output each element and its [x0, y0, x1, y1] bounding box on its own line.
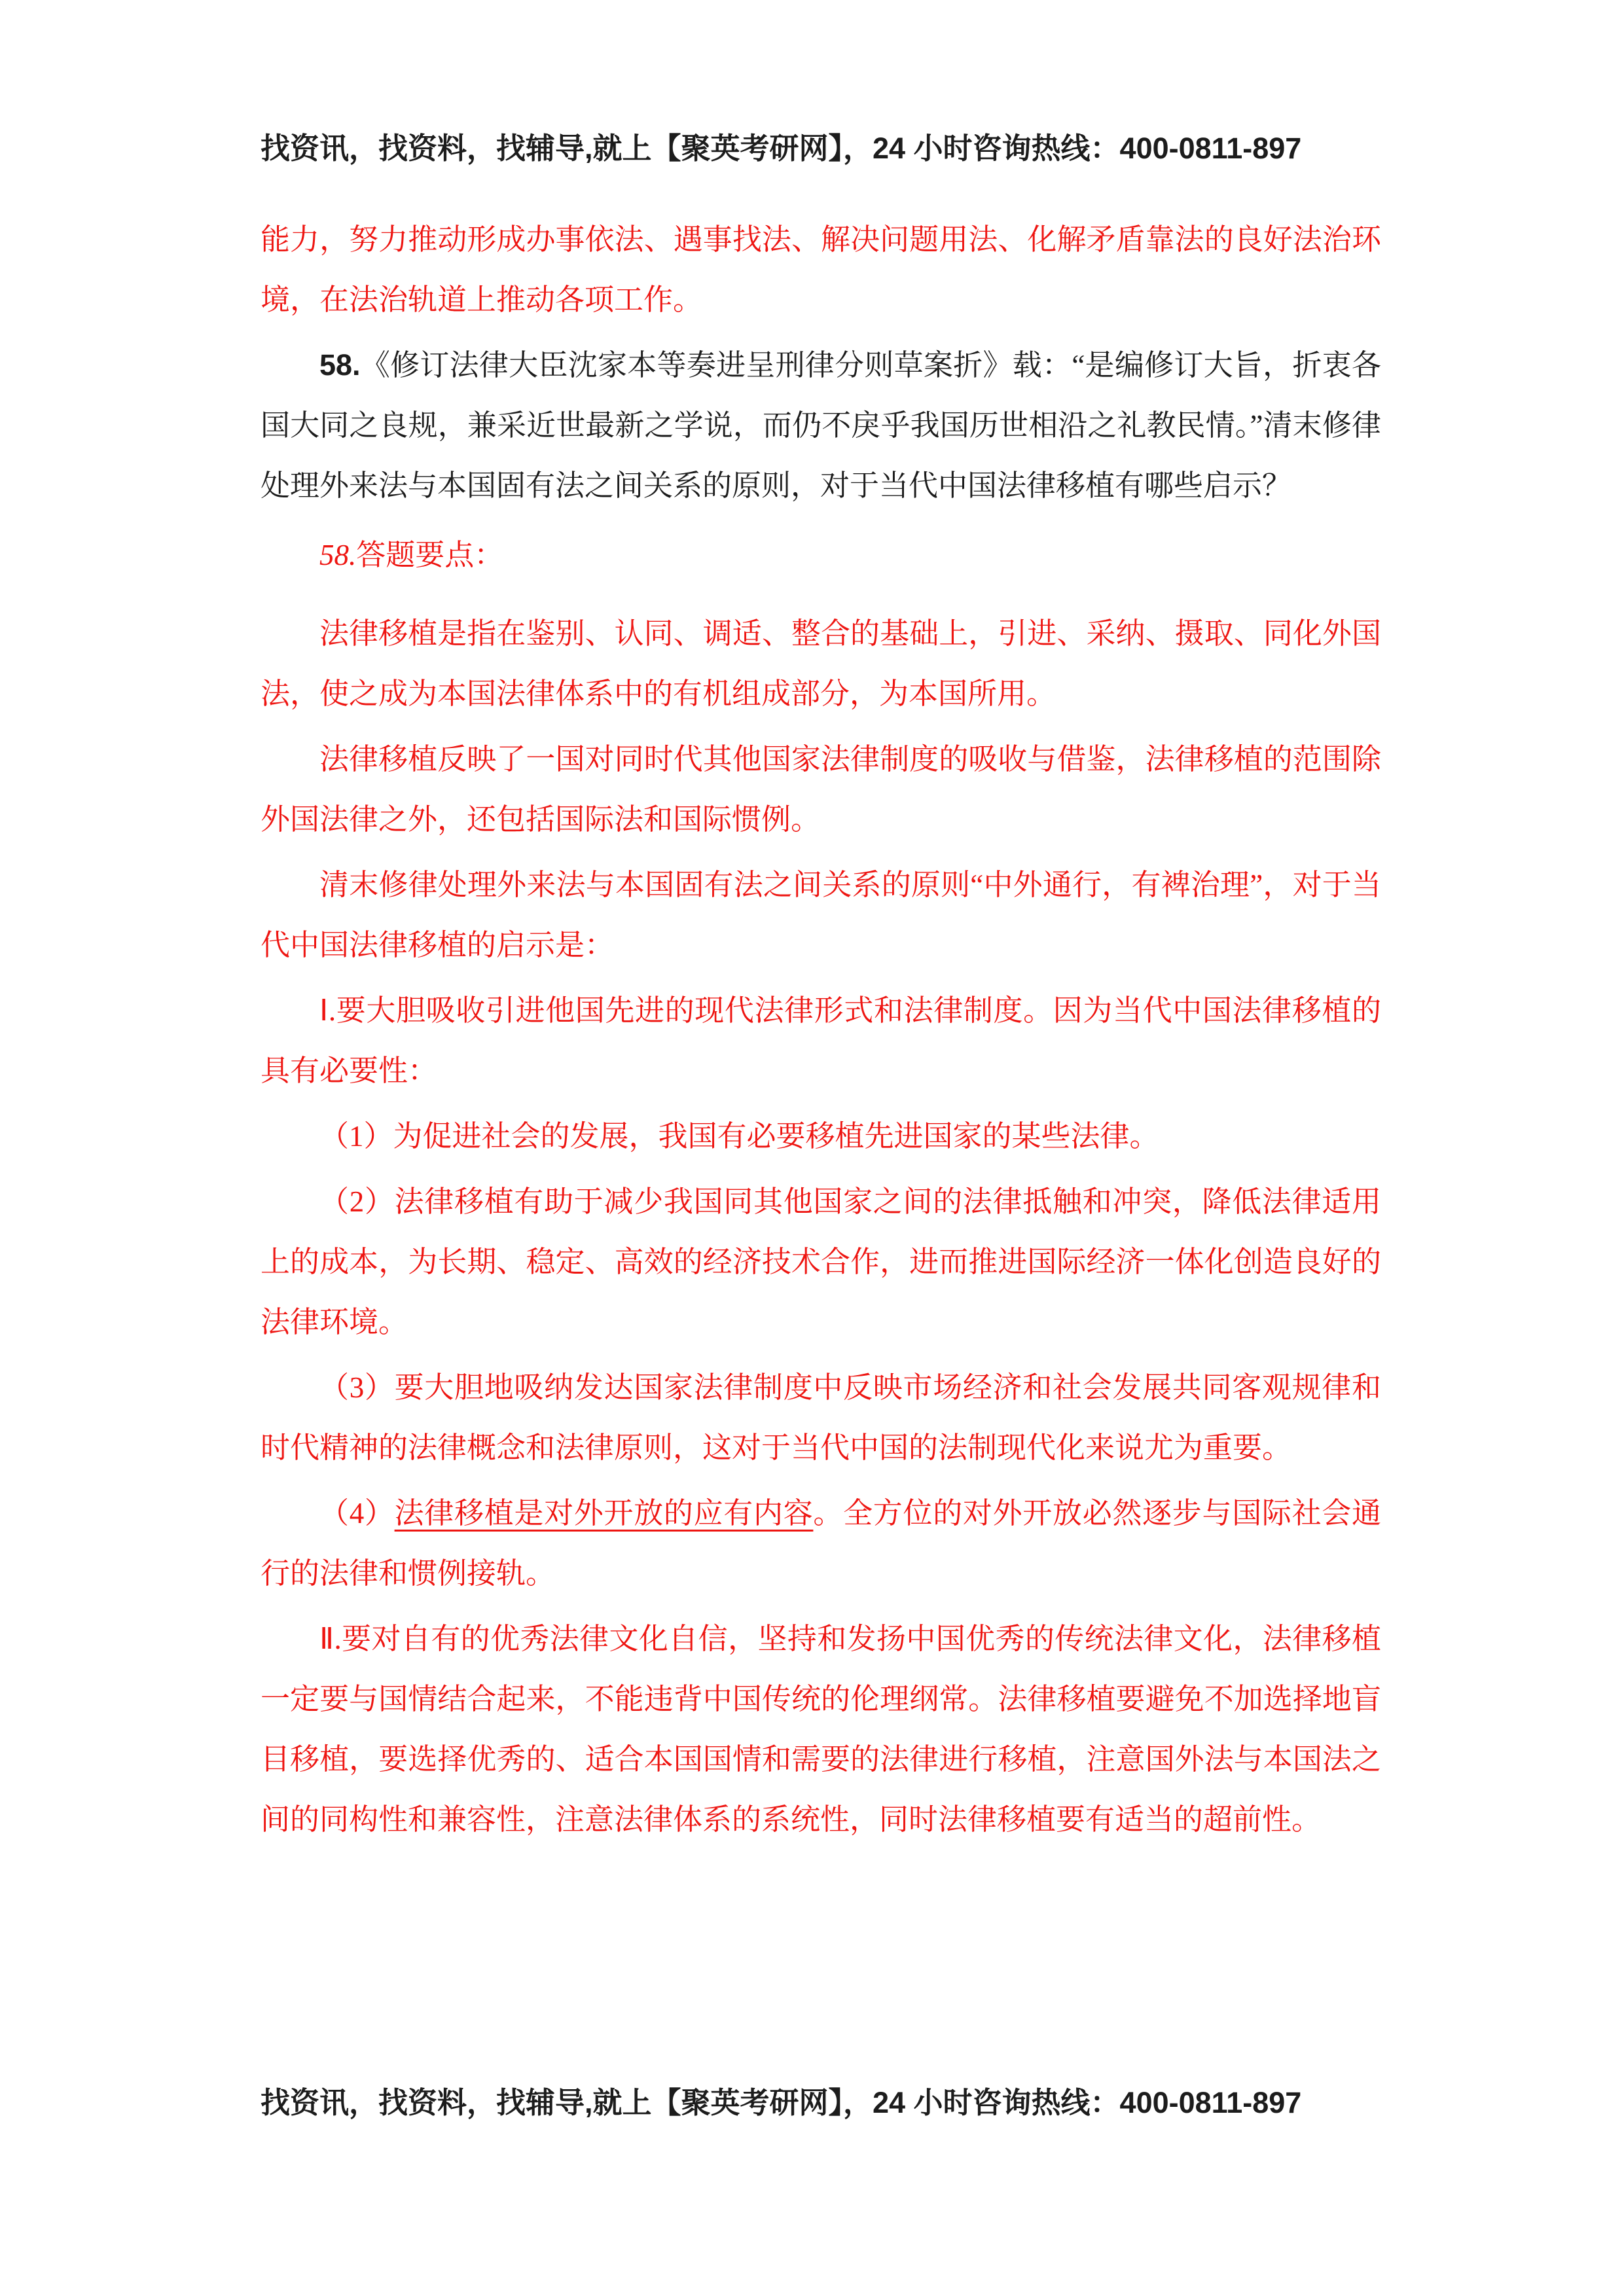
answer-item2-text: （2）法律移植有助于减少我国同其他国家之间的法律抵触和冲突，降低法律适用上的成本，为长期、稳定、高效的经济技术合作，进而推进国际经济一体化创造良好的法律环境。: [261, 1185, 1381, 1338]
footer-text: 找资讯，找资料，找辅导,就上【聚英考研网】，24 小时咨询热线：400-0811-897: [261, 2086, 1302, 2119]
answer-item1-paragraph: [261, 1106, 1381, 1166]
answer-heading: [261, 525, 1381, 585]
answer-heading-number: 58.: [319, 539, 357, 571]
answer-item2-paragraph: [261, 1172, 1381, 1352]
answer-point2-paragraph: [261, 1609, 1381, 1850]
question-text: 《修订法律大臣沈家本等奏进呈刑律分则草案折》载：“是编修订大旨，折衷各国大同之良规，兼采近世最新之学说，而仍不戾乎我国历世相沿之礼教民情。”清末修律处理外来法与本国固有法之间关系的原则，对于当代中国法律移植有哪些启示？: [261, 349, 1381, 502]
answer-scope-paragraph: [261, 729, 1381, 850]
paragraph-intro-continuation: [261, 209, 1381, 330]
answer-point1-text: Ⅰ.要大胆吸收引进他国先进的现代法律形式和法律制度。因为当代中国法律移植的具有必要性：: [261, 994, 1381, 1087]
answer-point1-paragraph: [261, 980, 1381, 1101]
answer-definition-paragraph: [261, 603, 1381, 724]
answer-item4-underlined-phrase: 法律移植是对外开放的应有内容: [394, 1497, 814, 1530]
answer-item3-text: （3）要大胆地吸纳发达国家法律制度中反映市场经济和社会发展共同客观规律和时代精神的法律概念和法律原则，这对于当代中国的法制现代化来说尤为重要。: [261, 1371, 1381, 1464]
question-paragraph: [261, 335, 1381, 516]
answer-definition-text: 法律移植是指在鉴别、认同、调适、整合的基础上，引进、采纳、摄取、同化外国法，使之成为本国法律体系中的有机组成部分，为本国所用。: [261, 617, 1381, 710]
answer-principle-text: 清末修律处理外来法与本国固有法之间关系的原则“中外通行，有裨治理”，对于当代中国法律移植的启示是：: [261, 869, 1381, 961]
answer-item4-paragraph: [261, 1483, 1381, 1604]
answer-point2-text: Ⅱ.要对自有的优秀法律文化自信，坚持和发扬中国优秀的传统法律文化，法律移植一定要与国情结合起来，不能违背中国传统的伦理纲常。法律移植要避免不加选择地盲目移植，要选择优秀的、适合本国国情和需要的法律进行移植，注意国外法与本国法之间的同构性和兼容性，注意法律体系的系统性，同时法律移植要有适当的超前性。: [261, 1623, 1381, 1836]
question-number: 58.: [319, 348, 361, 382]
page-header: [261, 124, 1301, 167]
answer-scope-text: 法律移植反映了一国对同时代其他国家法律制度的吸收与借鉴，法律移植的范围除外国法律之外，还包括国际法和国际惯例。: [261, 743, 1381, 836]
answer-item1-text: （1）为促进社会的发展，我国有必要移植先进国家的某些法律。: [319, 1120, 1159, 1153]
answer-principle-paragraph: [261, 855, 1381, 975]
answer-heading-label: 答题要点：: [356, 539, 504, 571]
answer-item4-rest: 。全方位的对外开放必然逐步与国际社会通行的法律和惯例接轨。: [261, 1497, 1381, 1590]
document-body: [261, 209, 1381, 1850]
answer-item3-paragraph: [261, 1357, 1381, 1478]
answer-item4-prefix: （4）: [319, 1497, 395, 1530]
header-text: 找资讯，找资料，找辅导,就上【聚英考研网】，24 小时咨询热线：400-0811-897: [261, 132, 1302, 165]
page-footer: [261, 2079, 1301, 2121]
intro-continuation-text: 能力，努力推动形成办事依法、遇事找法、解决问题用法、化解矛盾靠法的良好法治环境，在法治轨道上推动各项工作。: [261, 223, 1381, 316]
